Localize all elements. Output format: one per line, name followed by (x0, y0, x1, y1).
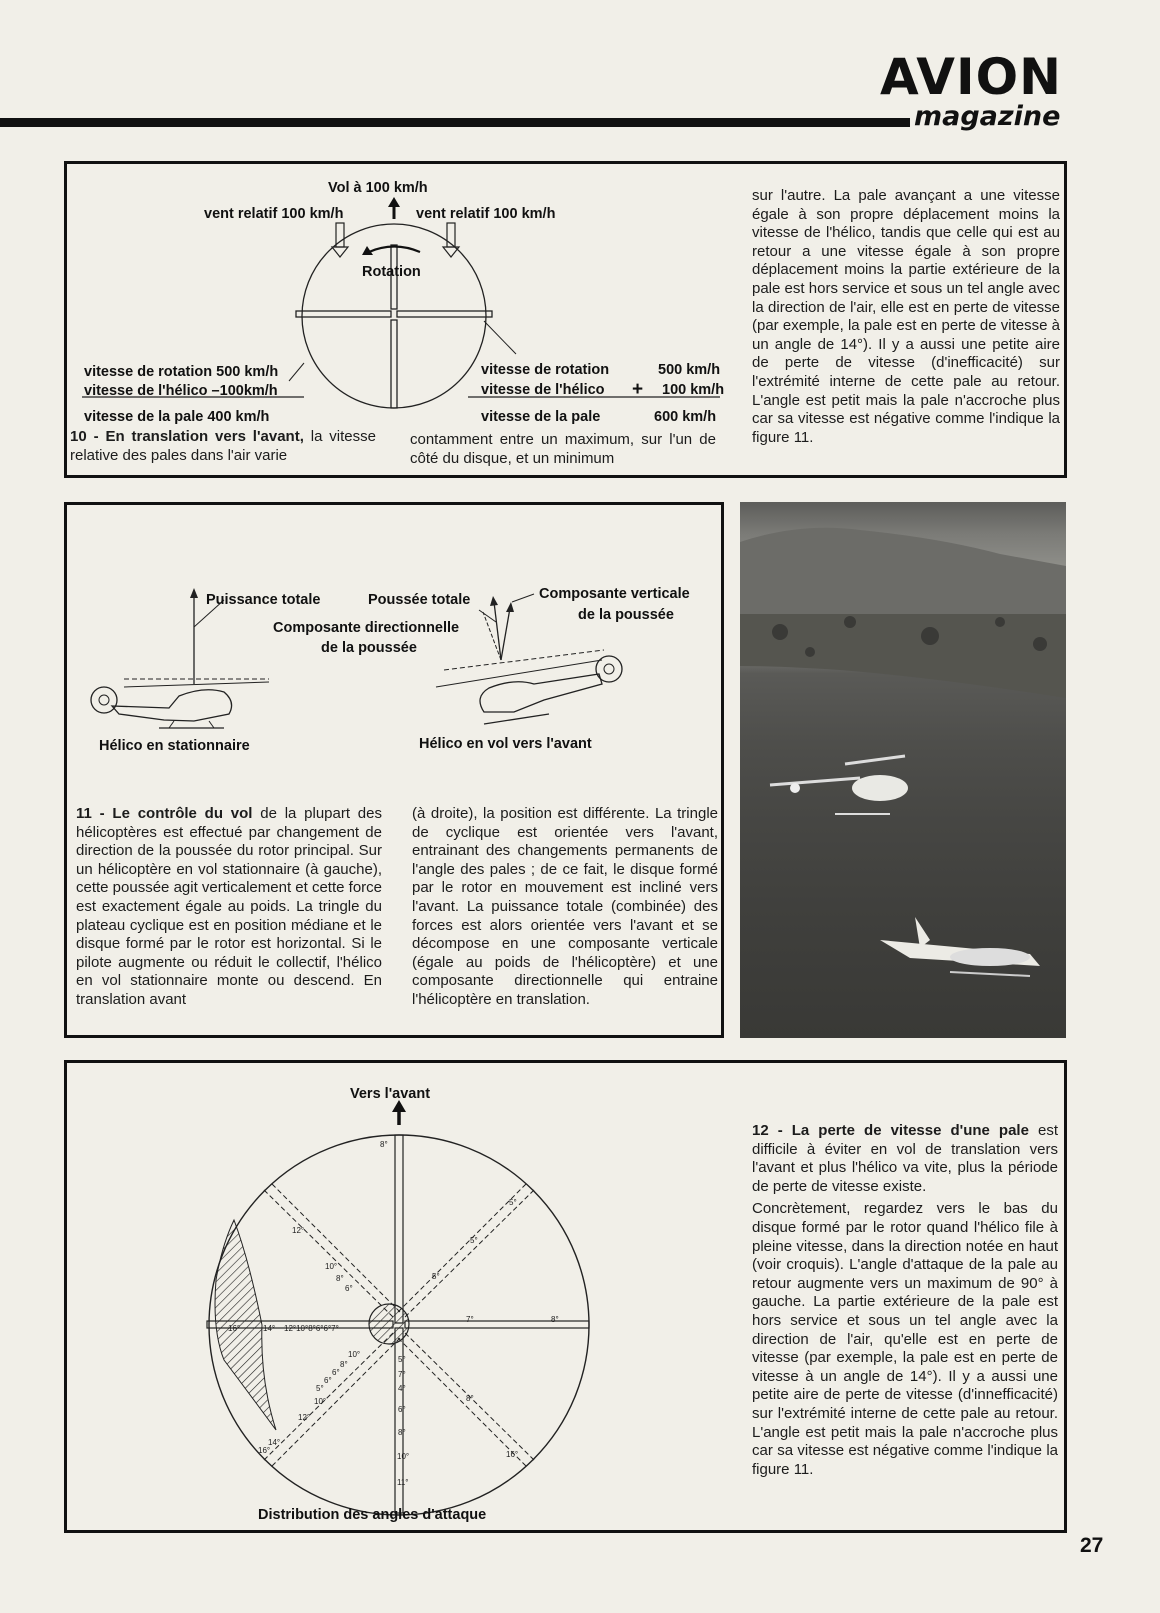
fig12-angle: 8° (336, 1274, 344, 1283)
fig12-angle: 8° (380, 1140, 388, 1149)
fig10-left-pale: vitesse de la pale 400 km/h (84, 409, 270, 425)
fig12-angle: 5° (316, 1384, 324, 1393)
fig10-right-helico-label: vitesse de l'hélico (481, 382, 605, 398)
fig12-angle: 4° (398, 1384, 406, 1393)
magazine-logo-magazine: magazine (914, 101, 1061, 132)
fig10-right-rotation-label: vitesse de rotation (481, 362, 610, 378)
fig12-caption-p2: Concrètement, regardez vers le bas du disque formé par le rotor quand l'hélico file à pleine vitesse, dans la direction notée en haut (voir croquis). L'angle d'attaque de la pale au retour augmente vers un maximum de 90° à gauche. La partie extérieure de la pale est hors service et sous un tel angle avec la direction de l'air, qu'elle est en perte de vitesse (par exemple, la pale est en perte de vitesse à un angle de 14°). Il y a aussi une petite aire de perte de vitesse (d'innefficacité) sur l'extrémité interne de cette pale au retour. L'angle est petit mais la pale n'accroche plus car sa vitesse est négative comme l'indique la figure 11. (752, 1200, 1058, 1478)
fig12-angle: 6° (324, 1376, 332, 1385)
fig12-angle: 8° (551, 1315, 559, 1324)
fig12-angle: 5° (509, 1198, 517, 1207)
fig11-label-poussee: Poussée totale (368, 592, 471, 608)
fig12-caption-bold: 12 - La perte de vitesse d'une pale (752, 1122, 1029, 1139)
fig12-angle: 6° (398, 1405, 406, 1414)
fig10-label-vent-right: vent relatif 100 km/h (416, 206, 556, 222)
fig12-angle: 5° (398, 1355, 406, 1364)
fig12-angle: 14° (268, 1438, 281, 1447)
fig10-right-helico-value: 100 km/h (662, 382, 725, 398)
fig11-label-comp-dir-2: de la poussée (321, 640, 417, 656)
fig12-angle: 14° (263, 1324, 276, 1333)
fig12-angle: 12° (292, 1226, 305, 1235)
fig12-angle: 8° (466, 1394, 474, 1403)
fig12-angle: 10° (325, 1262, 338, 1271)
fig12-angle: 10° (397, 1452, 410, 1461)
fig12-angle: 16° (506, 1450, 519, 1459)
fig12-angle: 5° (432, 1272, 440, 1281)
fig11-label-helico-vol: Hélico en vol vers l'avant (419, 736, 592, 752)
fig10-label-vol: Vol à 100 km/h (328, 180, 428, 196)
fig12-caption-p1: est difficile à éviter en vol de translation vers l'avant et plus l'hélico va vite, plus la période de perte de vitesse existe. (752, 1122, 1059, 1195)
fig12-angle-row: 12°10°8°6°6°7° (284, 1324, 339, 1333)
fig12-angle: 7° (398, 1370, 406, 1379)
fig12-angle: 5° (470, 1236, 478, 1245)
fig12-angle: 8° (340, 1360, 348, 1369)
fig10-caption-continued: contamment entre un maximum, sur l'un de côté du disque, et un minimum (410, 431, 716, 467)
fig12-angle: 12° (298, 1413, 311, 1422)
fig11-caption-col1 (76, 805, 382, 1010)
helicopter-photo (740, 502, 1066, 1038)
fig10-right-pale-value: 600 km/h (654, 409, 717, 425)
fig12-angle: 10° (348, 1350, 361, 1359)
fig10-label-rotation: Rotation (362, 264, 421, 280)
fig12-angle: 16° (228, 1324, 241, 1333)
fig10-left-helico: vitesse de l'hélico –100km/h (84, 383, 278, 399)
fig10-left-rotation: vitesse de rotation 500 km/h (84, 364, 279, 380)
photo-scene (740, 502, 1066, 1038)
fig12-angle: 6° (332, 1368, 340, 1377)
fig12-angle: 10° (314, 1397, 327, 1406)
fig12-angle: 16° (258, 1446, 271, 1455)
fig12-label-vers-avant: Vers l'avant (350, 1086, 431, 1102)
fig12-angle: 11° (397, 1478, 409, 1487)
fig10-caption (70, 428, 376, 465)
fig11-label-comp-vert-2: de la poussée (578, 607, 674, 623)
magazine-logo-avion: AVION (880, 48, 1062, 106)
fig10-right-plus: + (632, 379, 644, 400)
fig11-label-comp-dir-1: Composante directionnelle (273, 620, 460, 636)
fig11-label-comp-vert-1: Composante verticale (539, 586, 690, 602)
fig12-angle: 8° (398, 1428, 406, 1437)
fig12-label-distribution: Distribution des angles d'attaque (258, 1507, 487, 1523)
header-rule (0, 118, 910, 127)
fig12-angle: 7° (466, 1315, 474, 1324)
fig10-caption-bold: 10 - En translation vers l'avant, (70, 428, 304, 445)
photo-airplane (880, 917, 1040, 976)
fig12-angle: 6° (345, 1284, 353, 1293)
fig10-right-pale-label: vitesse de la pale (481, 409, 601, 425)
fig11-label-helico-station: Hélico en stationnaire (99, 738, 250, 754)
fig11-caption-col2: (à droite), la position est différente. La tringle de cyclique est orientée vers l'avant, entrainant des changements permanents de l'angle des pales ; de ce fait, le disque formé par le rotor en mouvement est incliné vers l'avant. La puissance totale (combinée) des forces est alors orientée vers l'avant et se décompose en une composante verticale (égale au poids de l'hélicoptère) et une composante directionnelle qui entraine l'hélicoptère en translation. (412, 805, 718, 1008)
page-number: 27 (1080, 1534, 1104, 1557)
photo-helicopter (770, 756, 908, 814)
fig10-right-text: sur l'autre. La pale avançant a une vitesse égale à son propre déplacement moins la vitesse de l'hélico, tandis que celle qui est au retour a une vitesse égale à son propre déplacement moins la partie extérieure de la pale est hors service et sous un tel angle avec la direction de l'air, elle est en perte de vitesse (par exemple, la pale est en perte de vitesse à un angle de 14°). Il y a aussi une petite aire de perte de vitesse (d'inefficacité) sur l'extrémité interne de cette pale au retour. L'angle est petit mais la pale n'accroche plus car sa vitesse est négative comme l'indique la figure 11. (752, 187, 1060, 446)
fig12-caption (752, 1122, 1058, 1483)
fig11-label-puissance: Puissance totale (206, 592, 321, 608)
fig10-label-vent-left: vent relatif 100 km/h (204, 206, 344, 222)
fig11-caption-col1-text: de la plupart des hélicoptères est effectué par changement de direction de la poussée du rotor principal. Sur un hélicoptère en vol stationnaire (à gauche), cette poussée agit verticalement et cette force est exactement égale au poids. La tringle du plateau cyclique est en position médiane et le disque formé par le rotor est horizontal. Si le pilote augmente ou réduit le collectif, l'hélico en vol stationnaire monte ou descend. En translation avant (76, 805, 382, 1008)
fig10-right-rotation-value: 500 km/h (658, 362, 721, 378)
fig10-caption-rest: la vitesse relative des pales dans l'air varie (70, 428, 376, 464)
fig11-caption-bold: 11 - Le contrôle du vol (76, 805, 253, 822)
